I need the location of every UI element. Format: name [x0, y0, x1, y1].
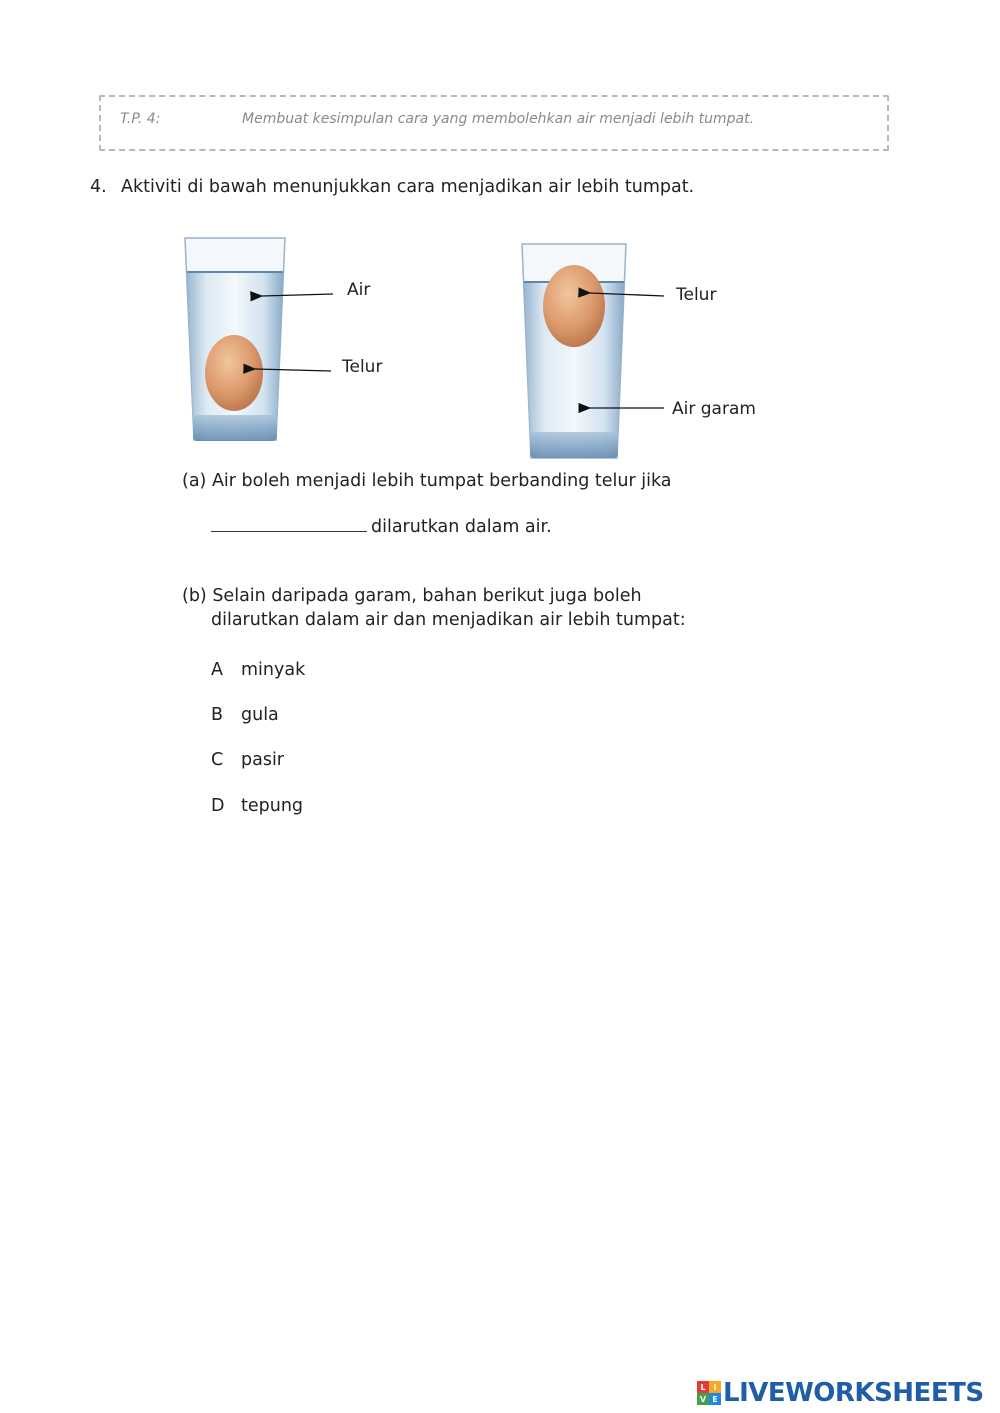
egg-floating — [543, 265, 605, 347]
glass-plain-water — [185, 238, 285, 441]
egg-sinking — [205, 335, 263, 411]
tp-description: Membuat kesimpulan cara yang membolehkan air menjadi lebih tumpat. — [242, 111, 755, 127]
logo-letter: L — [697, 1381, 709, 1393]
question-text: Aktiviti di bawah menunjukkan cara menjadikan air lebih tumpat. — [121, 177, 695, 197]
option-c[interactable]: pasir — [241, 750, 285, 770]
part-a-question: (a) Air boleh menjadi lebih tumpat berbanding telur jika — [182, 471, 672, 491]
logo-letter: E — [709, 1393, 721, 1405]
option-d[interactable]: tepung — [241, 796, 304, 816]
label-air-garam: Air garam — [672, 399, 756, 419]
tp-code: T.P. 4: — [120, 111, 161, 127]
logo-letter: V — [697, 1393, 709, 1405]
logo-letter: I — [709, 1381, 721, 1393]
option-b[interactable]: gula — [241, 705, 279, 725]
option-letter-b: B — [211, 705, 224, 725]
option-letter-d: D — [211, 796, 225, 816]
part-b-question-line2: dilarutkan dalam air dan menjadikan air lebih tumpat: — [211, 610, 686, 630]
option-letter-c: C — [211, 750, 224, 770]
liveworksheets-logo-icon — [697, 1381, 721, 1405]
question-number: 4. — [90, 177, 107, 197]
egg-experiment-figure — [0, 0, 1000, 470]
answer-blank[interactable] — [211, 517, 367, 532]
label-telur-1: Telur — [342, 357, 383, 377]
option-a[interactable]: minyak — [241, 660, 306, 680]
brand-name: LIVEWORKSHEETS — [723, 1378, 984, 1408]
liveworksheets-brand — [697, 1378, 984, 1408]
part-b-question-line1: (b) Selain daripada garam, bahan berikut juga boleh — [182, 586, 642, 606]
part-a-answer-line — [211, 517, 552, 537]
option-letter-a: A — [211, 660, 223, 680]
label-telur-2: Telur — [676, 285, 717, 305]
label-air: Air — [347, 280, 371, 300]
glass-salt-water — [522, 244, 626, 458]
part-a-suffix: dilarutkan dalam air. — [371, 517, 552, 537]
